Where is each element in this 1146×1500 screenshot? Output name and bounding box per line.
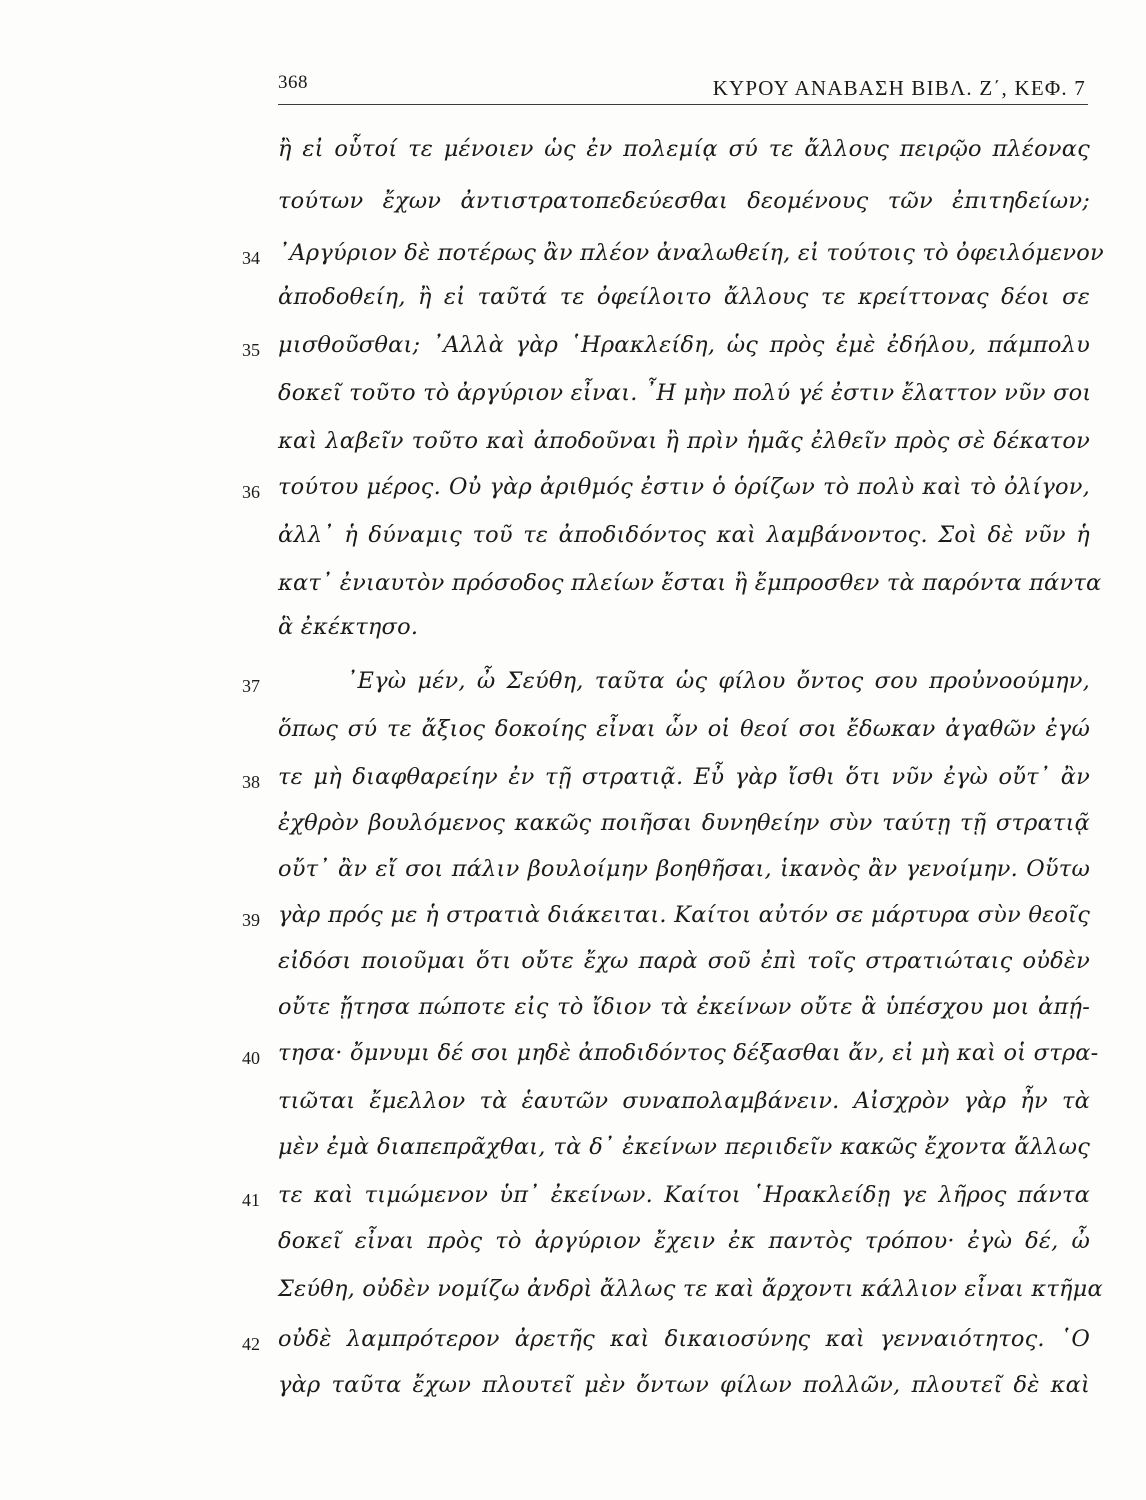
line-text: ἃ ἐκέκτησο.	[278, 614, 419, 640]
text-line	[0, 1276, 1146, 1332]
line-text: Σεύθη, οὐδὲν νομίζω ἀνδρὶ ἄλλως τε καὶ ἄρχοντι κάλλιον εἶναι κτῆμα	[278, 1276, 1103, 1302]
line-number: 34	[242, 248, 260, 268]
line-text: ὅπως σύ τε ἄξιος δοκοίης εἶναι ὧν οἱ θεοί σοι ἔδωκαν ἀγαθῶν ἐγώ	[278, 716, 1090, 742]
line-text: γὰρ πρός με ἡ στρατιὰ διάκειται. Καίτοι αὐτόν σε μάρτυρα σὺν θεοῖς	[278, 902, 1090, 928]
text-line	[0, 614, 1146, 670]
line-text: τούτου μέρος. Οὐ γὰρ ἀριθμός ἐστιν ὁ ὁρίζων τὸ πολὺ καὶ τὸ ὀλίγον,	[278, 474, 1090, 500]
line-text: τε καὶ τιμώμενον ὑπ᾿ ἐκείνων. Καίτοι ῾Ηρακλείδῃ γε λῆρος πάντα	[278, 1182, 1090, 1208]
text-line	[0, 188, 1146, 244]
line-text: τούτων ἔχων ἀντιστρατοπεδεύεσθαι δεομένους τῶν ἐπιτηδείων;	[278, 188, 1090, 214]
line-number: 41	[242, 1190, 260, 1210]
line-text: τε μὴ διαφθαρείην ἐν τῇ στρατιᾷ. Εὖ γὰρ ἴσθι ὅτι νῦν ἐγὼ οὔτ᾿ ἂν	[278, 764, 1090, 790]
line-number: 40	[242, 1048, 260, 1068]
page-header	[278, 68, 1086, 108]
line-text: μὲν ἐμὰ διαπεπρᾶχθαι, τὰ δ᾿ ἐκείνων περιιδεῖν κακῶς ἔχοντα ἄλλως	[278, 1134, 1090, 1160]
running-head: ΚΥΡΟΥ ΑΝΑΒΑΣΗ ΒΙΒΛ. Ζ΄, ΚΕΦ. 7	[712, 76, 1086, 100]
line-text: ἀλλ᾿ ἡ δύναμις τοῦ τε ἀποδιδόντος καὶ λαμβάνοντος. Σοὶ δὲ νῦν ἡ	[278, 522, 1090, 548]
line-text: τιῶται ἔμελλον τὰ ἑαυτῶν συναπολαμβάνειν. Αἰσχρὸν γὰρ ἦν τὰ	[278, 1088, 1090, 1114]
line-text: οὔτ᾿ ἂν εἴ σοι πάλιν βουλοίμην βοηθῆσαι, ἱκανὸς ἂν γενοίμην. Οὕτω	[278, 856, 1090, 882]
line-number: 35	[242, 340, 260, 360]
text-line	[0, 136, 1146, 192]
line-text: μισθοῦσθαι; ᾿Αλλὰ γὰρ ῾Ηρακλείδη, ὡς πρὸς ἐμὲ ἐδήλου, πάμπολυ	[278, 332, 1090, 358]
line-text: δοκεῖ εἶναι πρὸς τὸ ἀργύριον ἔχειν ἐκ παντὸς τρόπου· ἐγὼ δέ, ὦ	[278, 1228, 1090, 1254]
line-number: 38	[242, 772, 260, 792]
line-number: 37	[242, 676, 260, 696]
text-line	[0, 1372, 1146, 1428]
page-number: 368	[278, 72, 308, 93]
line-text: ᾿Εγὼ μέν, ὦ Σεύθη, ταῦτα ὡς φίλου ὄντος σου προὐνοούμην,	[346, 668, 1090, 694]
line-text: ἢ εἰ οὗτοί τε μένοιεν ὡς ἐν πολεμίᾳ σύ τε ἄλλους πειρῷο πλέονας	[278, 136, 1090, 162]
line-text: εἰδόσι ποιοῦμαι ὅτι οὔτε ἔχω παρὰ σοῦ ἐπὶ τοῖς στρατιώταις οὐδὲν	[278, 948, 1090, 974]
line-text: ᾿Αργύριον δὲ ποτέρως ἂν πλέον ἀναλωθείη, εἰ τούτοις τὸ ὀφειλόμενον	[278, 240, 1104, 266]
line-text: οὔτε ᾔτησα πώποτε εἰς τὸ ἴδιον τὰ ἐκείνων οὔτε ἃ ὑπέσχου μοι ἀπῄ-	[278, 994, 1090, 1020]
line-text: καὶ λαβεῖν τοῦτο καὶ ἀποδοῦναι ἢ πρὶν ἡμᾶς ἐλθεῖν πρὸς σὲ δέκατον	[278, 428, 1090, 454]
line-number: 36	[242, 482, 260, 502]
line-text: οὐδὲ λαμπρότερον ἀρετῆς καὶ δικαιοσύνης καὶ γενναιότητος. ῾Ο	[278, 1326, 1090, 1352]
line-text: ἀποδοθείη, ἢ εἰ ταῦτά τε ὀφείλοιτο ἄλλους τε κρείττονας δέοι σε	[278, 284, 1090, 310]
line-number: 39	[242, 910, 260, 930]
line-text: κατ᾿ ἐνιαυτὸν πρόσοδος πλείων ἔσται ἢ ἔμπροσθεν τὰ παρόντα πάντα	[278, 570, 1102, 596]
header-rule	[278, 104, 1088, 105]
line-text: γὰρ ταῦτα ἔχων πλουτεῖ μὲν ὄντων φίλων πολλῶν, πλουτεῖ δὲ καὶ	[278, 1372, 1090, 1398]
line-text: ἐχθρὸν βουλόμενος κακῶς ποιῆσαι δυνηθείην σὺν ταύτῃ τῇ στρατιᾷ	[278, 810, 1090, 836]
line-text: τησα· ὄμνυμι δέ σοι μηδὲ ἀποδιδόντος δέξασθαι ἄν, εἰ μὴ καὶ οἱ στρα-	[278, 1040, 1099, 1066]
line-number: 42	[242, 1334, 260, 1354]
line-text: δοκεῖ τοῦτο τὸ ἀργύριον εἶναι. ῏Η μὴν πολύ γέ ἐστιν ἔλαττον νῦν σοι	[278, 380, 1092, 406]
